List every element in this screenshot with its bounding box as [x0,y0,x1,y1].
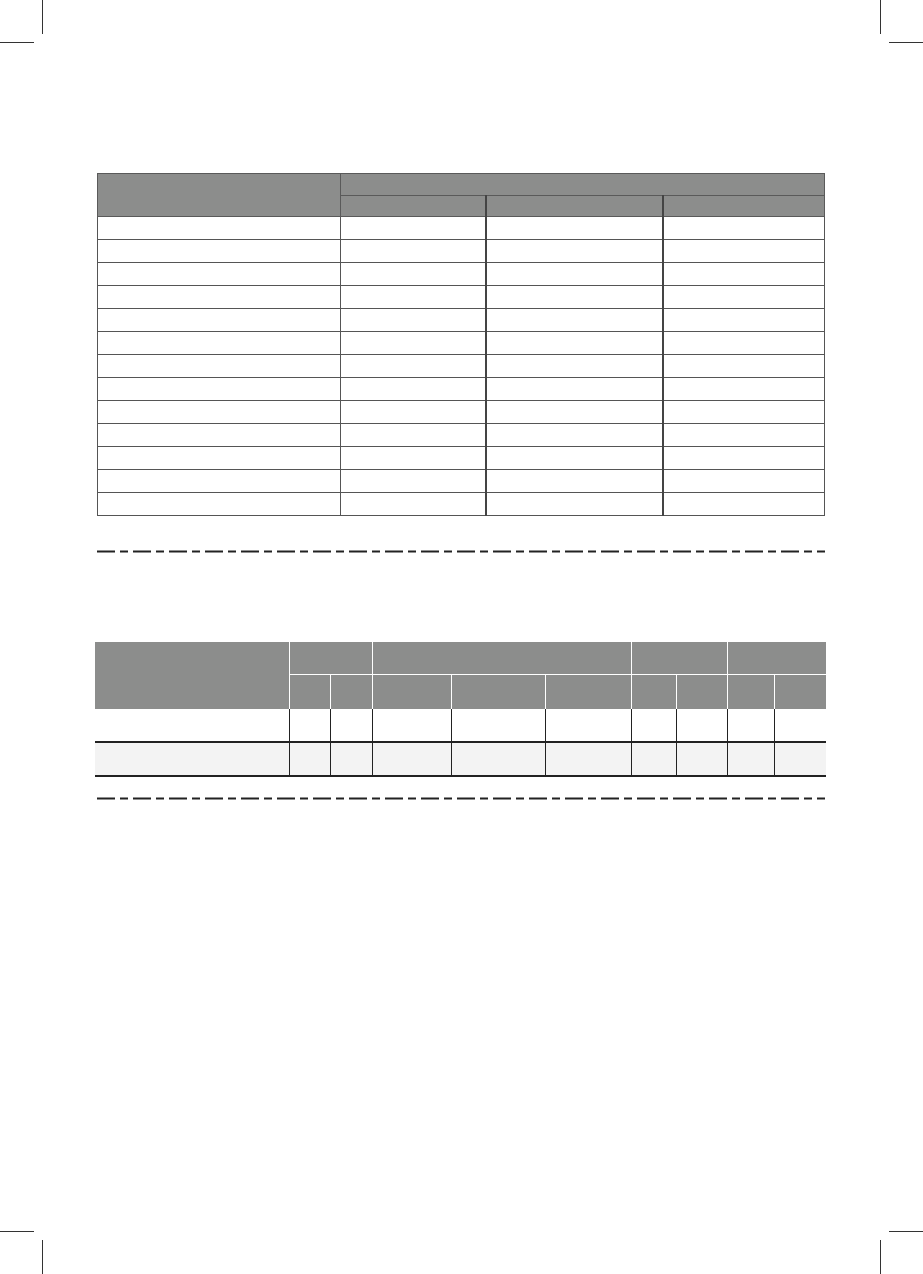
table1-cell [341,378,486,401]
table1-row [98,470,825,493]
table1-cell [341,263,486,286]
table1-col-header-1 [341,196,486,217]
crop-mark-top-right-vertical [880,0,881,34]
table2-cell [774,709,826,742]
crop-mark-top-left-vertical [42,0,43,34]
table1-cell [341,332,486,355]
table1-row [98,493,825,516]
table1-cell [663,401,825,424]
table2-sub-header-6 [631,675,676,709]
table1-cell [486,401,663,424]
table1-cell [486,286,663,309]
table2-cell [774,742,826,776]
table1-cell [98,332,341,355]
dashed-divider-1 [97,550,825,553]
table1-row [98,217,825,240]
table1-cell [486,309,663,332]
table1-cell [663,470,825,493]
table1-cell [341,447,486,470]
table1-cell [98,263,341,286]
specification-table-1 [97,173,825,516]
table2-cell [372,709,451,742]
table2-sub-header-7 [676,675,727,709]
table1-cell [486,332,663,355]
table2-cell [95,742,289,776]
table1-row [98,240,825,263]
table1-cell [486,493,663,516]
table2-row [95,709,826,742]
table1-col-header-2 [486,196,663,217]
table1-corner-header [98,174,341,217]
table2-cell [330,742,372,776]
table2-cell [676,742,727,776]
table2-cell [631,742,676,776]
table1-cell [98,401,341,424]
table2-group-header-1 [289,642,372,675]
crop-mark-bottom-right-vertical [880,1240,881,1274]
table1-row [98,424,825,447]
table1-cell [486,424,663,447]
table1-cell [663,286,825,309]
table1-cell [341,493,486,516]
table1-cell [663,332,825,355]
table1-row [98,309,825,332]
table1-cell [486,355,663,378]
table1-cell [98,240,341,263]
table1-cell [663,424,825,447]
table1-row [98,447,825,470]
table1-cell [98,493,341,516]
table2-cell [330,709,372,742]
table1-cell [98,217,341,240]
table2-group-header-4 [727,642,826,675]
table2-cell [727,742,774,776]
table1-row [98,332,825,355]
table1-row [98,355,825,378]
table1-cell [98,355,341,378]
table1-cell [98,424,341,447]
table1-cell [663,263,825,286]
table1-cell [486,217,663,240]
table1-group-header [341,174,825,196]
table1-cell [486,447,663,470]
table1-col-header-3 [663,196,825,217]
table2-cell [676,709,727,742]
table2-corner-header [95,642,289,709]
table1-cell [663,355,825,378]
table2-sub-header-2 [330,675,372,709]
table2-cell [289,742,330,776]
table2-cell [95,709,289,742]
table2-sub-header-5 [545,675,631,709]
table1-cell [486,263,663,286]
table1-cell [486,470,663,493]
table1-cell [341,401,486,424]
table2-sub-header-9 [774,675,826,709]
table2-cell [545,709,631,742]
table2-cell [631,709,676,742]
table1-cell [663,217,825,240]
table1-cell [98,286,341,309]
specification-table-2 [95,641,826,777]
crop-mark-bottom-left-horizontal [0,1231,34,1232]
table2-sub-header-8 [727,675,774,709]
table1-cell [663,309,825,332]
table2-sub-header-3 [372,675,451,709]
table1-row [98,378,825,401]
table1-row [98,286,825,309]
table1-cell [486,240,663,263]
table1-cell [341,309,486,332]
table2-cell [727,709,774,742]
table2-row [95,742,826,776]
table1-cell [663,447,825,470]
table1-cell [663,240,825,263]
table2-cell [372,742,451,776]
table2-group-header-2 [372,642,631,675]
table1-row [98,263,825,286]
table1-cell [341,286,486,309]
crop-mark-top-right-horizontal [889,42,923,43]
table2-cell [451,742,545,776]
table1-cell [341,470,486,493]
table1-cell [98,470,341,493]
table1-cell [98,309,341,332]
table2-cell [451,709,545,742]
table2-sub-header-1 [289,675,330,709]
table1-cell [341,424,486,447]
table2-cell [545,742,631,776]
crop-mark-top-left-horizontal [0,42,34,43]
crop-mark-bottom-right-horizontal [889,1231,923,1232]
table1-cell [98,447,341,470]
dashed-divider-2 [97,797,825,800]
table1-cell [341,240,486,263]
table2-cell [289,709,330,742]
table1-cell [663,378,825,401]
table1-cell [98,378,341,401]
crop-mark-bottom-left-vertical [42,1240,43,1274]
table1-cell [341,217,486,240]
table2-sub-header-4 [451,675,545,709]
table1-row [98,401,825,424]
table1-cell [486,378,663,401]
table1-cell [341,355,486,378]
table1-cell [663,493,825,516]
table2-group-header-3 [631,642,727,675]
